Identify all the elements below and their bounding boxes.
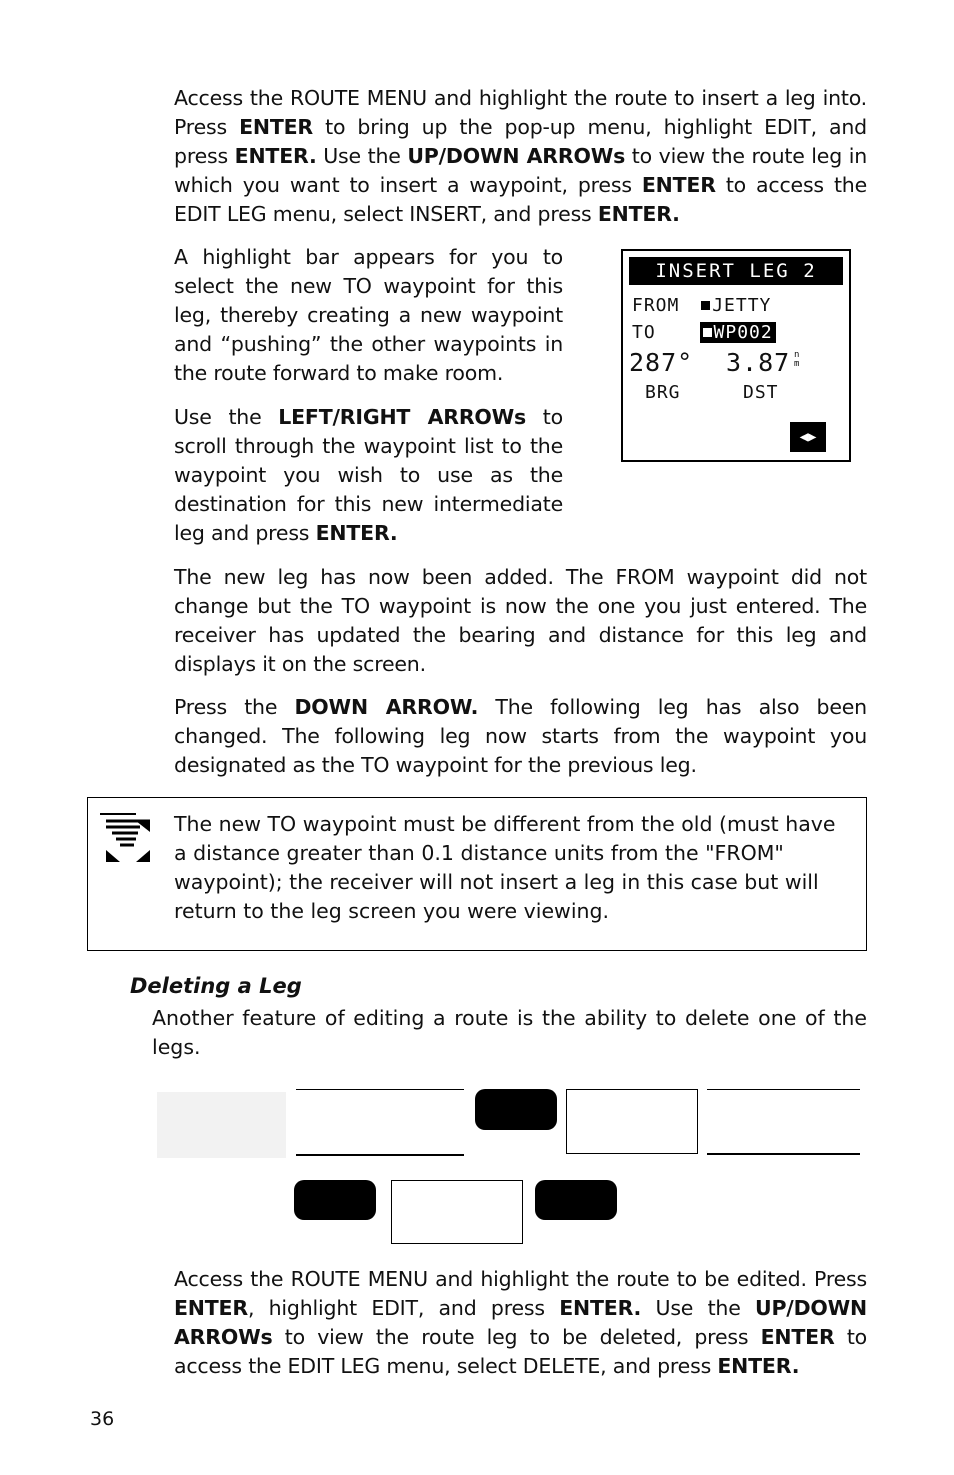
text: to view the route leg to be deleted, press — [272, 1325, 761, 1349]
paragraph-down-arrow — [174, 693, 867, 780]
to-value-highlight[interactable] — [700, 322, 776, 343]
paragraph-scroll-waypoints — [174, 403, 563, 548]
text: to view the route leg in which you want to insert a waypoint, press — [174, 144, 867, 197]
bold-text: DOWN ARROW. — [294, 695, 479, 719]
bold-text: ENTER — [760, 1325, 835, 1349]
text: Use the — [316, 144, 408, 168]
section-heading: Deleting a Leg — [130, 974, 302, 998]
screen-title: INSERT LEG 2 — [629, 257, 843, 285]
paragraph-insert-leg-access — [174, 84, 867, 229]
to-value: WP002 — [713, 322, 773, 343]
key-button — [535, 1180, 617, 1220]
key-step-blank — [157, 1092, 286, 1158]
bold-text: LEFT/RIGHT ARROWs — [278, 405, 527, 429]
bold-text: ENTER. — [597, 202, 680, 226]
key-button — [294, 1180, 376, 1220]
bold-text: ENTER. — [315, 521, 398, 545]
insert-leg-screen — [621, 249, 851, 462]
distance-unit: nm — [794, 350, 801, 369]
bearing-value: 287° — [629, 348, 694, 377]
to-row — [632, 322, 776, 343]
text: to access the EDIT LEG menu, select INSERT, and press — [174, 173, 867, 226]
bold-text: UP/DOWN ARROWs — [407, 144, 626, 168]
bold-text: ENTER. — [717, 1354, 800, 1378]
note-box — [87, 797, 867, 951]
text: to access the EDIT LEG menu, select DELETE, and press — [174, 1325, 867, 1378]
text: , highlight EDIT, and press — [247, 1296, 560, 1320]
key-step-menu — [296, 1089, 464, 1156]
bold-text: ENTER — [174, 1296, 248, 1320]
bold-text: ENTER. — [559, 1296, 642, 1320]
key-step-screen — [391, 1180, 523, 1244]
bold-text: ENTER. — [234, 144, 317, 168]
waypoint-marker-icon — [701, 301, 710, 310]
paragraph-leg-added: The new leg has now been added. The FROM waypoint did not change but the TO waypoint is now the one you just entered. The receiver has updated the bearing and distance for this leg and displays it on the screen. — [174, 565, 867, 676]
dst-label: DST — [743, 382, 779, 403]
text: Use the — [641, 1296, 756, 1320]
paragraph-highlight-bar: A highlight bar appears for you to select the new TO waypoint for this leg, thereby creating a new waypoint and “pushing” the other waypoints in the route forward to make room. — [174, 245, 563, 385]
brg-label: BRG — [645, 382, 681, 403]
note-text: The new TO waypoint must be different from the old (must have a distance greater than 0.1 distance units from the "FROM" waypoint); the receiver will not insert a leg in this case but will return to the leg screen you were viewing. — [174, 812, 836, 923]
page-number: 36 — [90, 1408, 115, 1430]
key-step-screen — [566, 1089, 698, 1154]
text: The following leg has also been changed. The following leg now starts from the waypoint you designated as the TO waypoint for the previous leg. — [174, 695, 867, 777]
bold-text: ENTER — [641, 173, 716, 197]
text: Use the — [174, 405, 279, 429]
from-label: FROM — [632, 295, 680, 316]
bold-text: UP/DOWN ARROWs — [174, 1296, 867, 1349]
paragraph-delete-leg-access — [174, 1265, 867, 1381]
distance-value: 3.87 — [726, 348, 791, 377]
note-icon — [100, 812, 152, 864]
from-value: JETTY — [712, 295, 772, 316]
text: to bring up the pop-up menu, highlight EDIT, and press — [174, 115, 867, 168]
from-row — [632, 295, 771, 316]
left-right-arrows-icon: ◀▶ — [790, 422, 826, 452]
text: Press the — [174, 695, 295, 719]
text: to scroll through the waypoint list to the waypoint you wish to use as the destination for this new intermediate leg and press — [174, 405, 563, 545]
key-button — [475, 1089, 557, 1130]
key-step-menu — [707, 1089, 860, 1155]
waypoint-marker-icon — [703, 328, 712, 337]
text: Access the ROUTE MENU and highlight the route to be edited. Press — [174, 1267, 867, 1291]
section-intro: Another feature of editing a route is the ability to delete one of the legs. — [152, 1006, 867, 1059]
bold-text: ENTER — [239, 115, 314, 139]
to-label: TO — [632, 322, 656, 343]
text: Access the ROUTE MENU and highlight the route to insert a leg into. Press — [174, 86, 867, 139]
